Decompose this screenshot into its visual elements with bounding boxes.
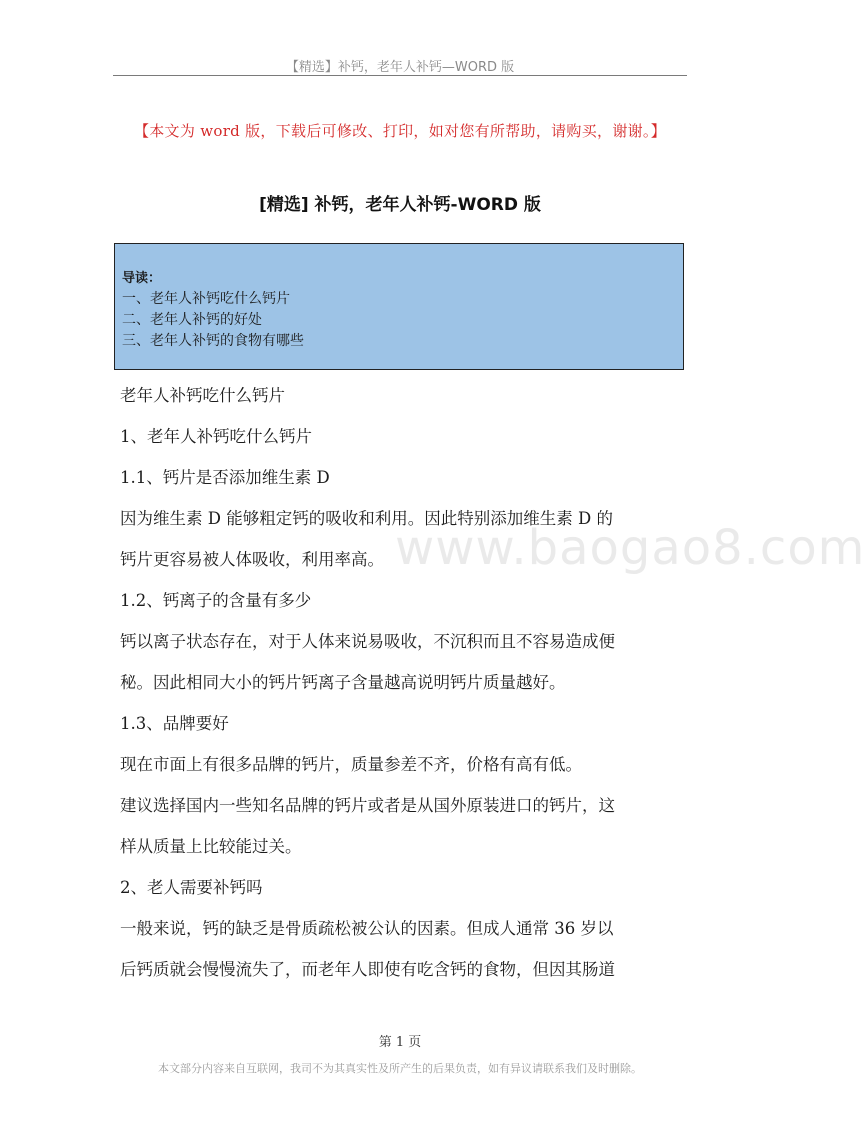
subheading: 1.2、钙离子的含量有多少: [120, 591, 312, 610]
guide-label: 导读：: [122, 271, 162, 286]
watermark: www.baogao8.com: [395, 520, 865, 576]
page-number: 第 1 页: [378, 1035, 422, 1050]
guide-item-1: 一、老年人补钙吃什么钙片: [122, 291, 290, 307]
paragraph-line: 钙以离子状态存在，对于人体来说易吸收，不沉积而且不容易造成便: [120, 632, 615, 651]
subheading: 1、老年人补钙吃什么钙片: [120, 427, 312, 446]
paragraph-line: 一般来说，钙的缺乏是骨质疏松被公认的因素。但成人通常 36 岁以: [120, 919, 614, 938]
paragraph-line: 钙片更容易被人体吸收，利用率高。: [120, 550, 384, 569]
document-title: [精选] 补钙，老年人补钙-WORD 版: [259, 195, 541, 215]
paragraph-line: 秘。因此相同大小的钙片钙离子含量越高说明钙片质量越好。: [120, 673, 566, 692]
subheading: 2、老人需要补钙吗: [120, 878, 263, 897]
paragraph-line: 因为维生素 D 能够粗定钙的吸收和利用。因此特别添加维生素 D 的: [120, 509, 613, 528]
paragraph-line: 现在市面上有很多品牌的钙片，质量参差不齐，价格有高有低。: [120, 755, 582, 774]
footer-disclaimer: 本文部分内容来自互联网，我司不为其真实性及所产生的后果负责，如有异议请联系我们及时删除。: [158, 1062, 642, 1075]
section-heading: 老年人补钙吃什么钙片: [120, 386, 285, 405]
running-header: 【精选】补钙，老年人补钙—WORD 版: [285, 60, 515, 75]
purchase-notice: 【本文为 word 版，下载后可修改、打印，如对您有所帮助，请购买，谢谢。】: [133, 122, 667, 140]
guide-item-2: 二、老年人补钙的好处: [122, 312, 262, 328]
body-text: [120, 375, 686, 990]
subheading: 1.1、钙片是否添加维生素 D: [120, 468, 330, 487]
guide-item-3: 三、老年人补钙的食物有哪些: [122, 333, 304, 349]
header-rule: [113, 75, 687, 76]
paragraph-line: 样从质量上比较能过关。: [120, 837, 302, 856]
paragraph-line: 后钙质就会慢慢流失了，而老年人即使有吃含钙的食物，但因其肠道: [120, 960, 615, 979]
paragraph-line: 建议选择国内一些知名品牌的钙片或者是从国外原装进口的钙片，这: [120, 796, 615, 815]
guide-box: [114, 243, 684, 370]
subheading: 1.3、品牌要好: [120, 714, 229, 733]
